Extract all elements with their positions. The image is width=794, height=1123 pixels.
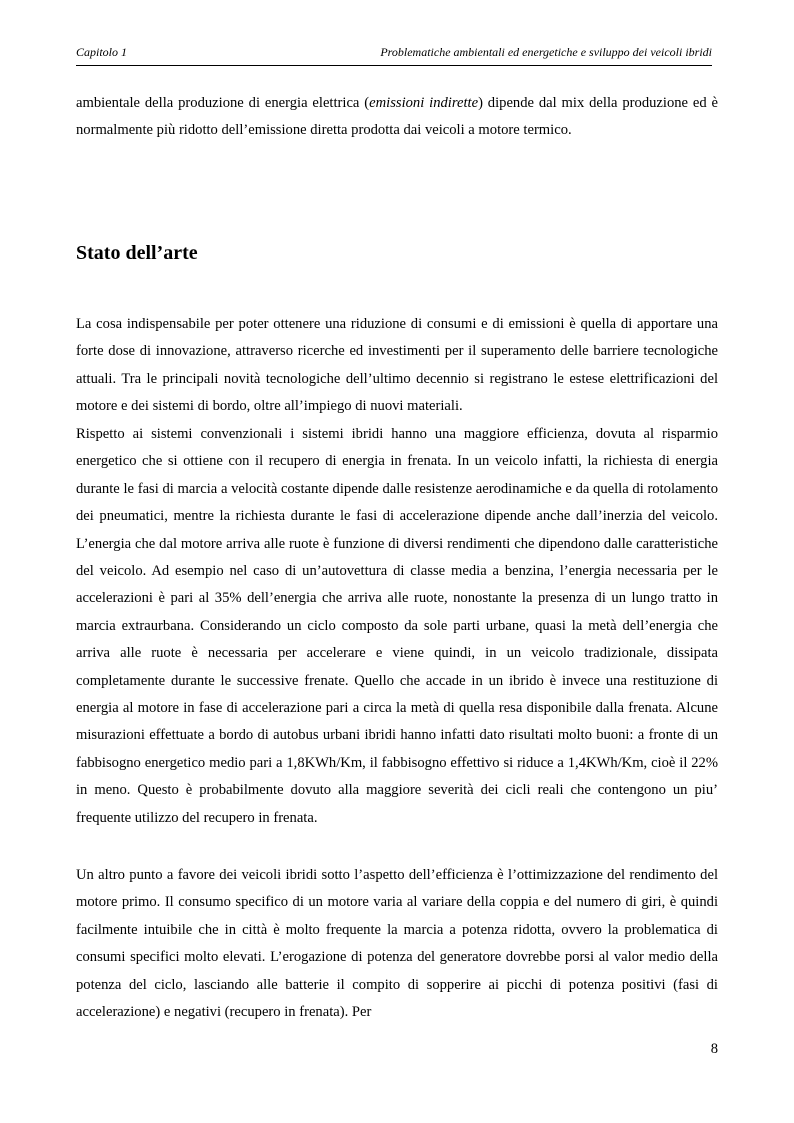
running-title: Problematiche ambientali ed energetiche e sviluppo dei veicoli ibridi bbox=[380, 45, 712, 59]
page-header bbox=[76, 45, 712, 63]
header-divider bbox=[76, 65, 712, 66]
intro-text-after: ) dipende dal mix della produzione ed è normalmente più ridotto dell’emissione diretta prodotta dai veicoli a motore termico. bbox=[76, 95, 719, 139]
chapter-label: Capitolo 1 bbox=[76, 45, 128, 59]
intro-paragraph bbox=[76, 90, 718, 145]
intro-emphasis: emissioni indirette bbox=[369, 95, 479, 111]
page-number: 8 bbox=[710, 1041, 718, 1057]
body-paragraph-2: Rispetto ai sistemi convenzionali i sistemi ibridi hanno una maggiore efficienza, dovuta al risparmio energetico che si ottiene con il recupero di energia in frenata. In un veicolo infatti, la richiesta di energia durante le fasi di marcia a velocità costante dipende dalle resistenze aerodinamiche e da quella di rotolamento dei pneumatici, mentre la richiesta durante le fasi di accelerazione dipende anche dall’inerzia del veicolo. L’energia che dal motore arriva alle ruote è funzione di diversi rendimenti che dipendono dalle caratteristiche del veicolo. Ad esempio nel caso di un’autovettura di classe media a benzina, l’energia necessaria per le accelerazioni è pari al 35% dell’energia che arriva alle ruote, nonostante la presenza di un lungo tratto in marcia extraurbana. Considerando un ciclo composto da sole parti urbane, quasi la metà dell’energia che arriva alle ruote è necessaria per accelerare e viene quindi, in un veicolo tradizionale, dissipata completamente durante le successive frenate. Quello che accade in un ibrido è invece una restituzione di energia al motore in fase di accelerazione pari a circa la metà di quella resa disponibile dalla frenata. Alcune misurazioni effettuate a bordo di autobus urbani ibridi hanno infatti dato risultati molto buoni: a fronte di un fabbisogno energetico medio pari a 1,8KWh/Km, il fabbisogno effettivo si riduce a 1,4KWh/Km, cioè il 22% in meno. Questo è probabilmente dovuto alla maggiore severità dei cicli reali che contengono un piu’ frequente utilizzo del recupero in frenata. bbox=[76, 426, 718, 826]
section-heading: Stato dell’arte bbox=[76, 242, 198, 264]
body-paragraph-3: Un altro punto a favore dei veicoli ibridi sotto l’aspetto dell’efficienza è l’ottimizzazione del rendimento del motore primo. Il consumo specifico di un motore varia al variare della coppia e del numero di giri, è quindi facilmente intuibile che in città è molto frequente la marcia a potenza ridotta, ovvero la problematica di consumi specifici molto elevati. L’erogazione di potenza del generatore dovrebbe porsi al valor medio della potenza del ciclo, lasciando alle batterie il compito di sopperire ai picchi di potenza positivi (fasi di accelerazione) e negativi (recupero in frenata). Per bbox=[76, 867, 718, 1021]
body-paragraph-1: La cosa indispensabile per poter ottenere una riduzione di consumi e di emissioni è quella di apportare una forte dose di innovazione, attraverso ricerche ed investimenti per il superamento delle barriere tecnologiche attuali. Tra le principali novità tecnologiche dell’ultimo decennio si registrano le estese elettrificazioni del motore e dei sistemi di bordo, oltre all’impiego di nuovi materiali. bbox=[76, 316, 718, 415]
intro-text-before: ambientale della produzione di energia elettrica ( bbox=[76, 95, 370, 111]
